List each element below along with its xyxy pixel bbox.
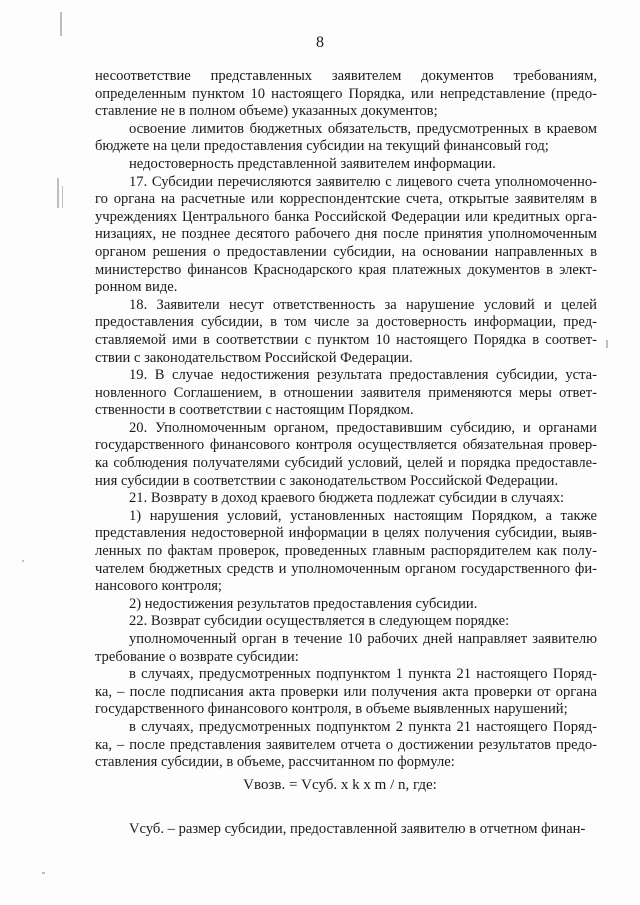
document-body [95, 68, 597, 772]
paragraph: 21. Возврату в доход краевого бюджета подлежат субсидии в случаях: [129, 490, 565, 507]
scan-artifact [57, 178, 59, 208]
scan-artifact [60, 12, 62, 36]
paragraph: 17. Субсидии перечисляются заявителю с лицевого счета уполномоченно-го органа на расчетные или корреспондентские счета, открытые заявителям в учреждениях Центрального банка Российской Федерации или кредитных орга-низациях, не позднее десятого рабочего дня после принятия уполномоченным органом решения о предоставлении субсидии, на основании направленных в министерство финансов Краснодарского края платежных документов в элект-ронном виде. [95, 173, 597, 296]
paragraph: 19. В случае недостижения результата предоставления субсидии, уста-новленного Соглашением, в отношении заявителя применяются меры ответ-ственности в соответствии с настоящим Порядком. [95, 367, 597, 419]
scan-artifact [22, 560, 24, 562]
paragraph: в случаях, предусмотренных подпунктом 2 пункта 21 настоящего Поряд-ка, – после представления заявителем отчета о достижении результатов предо-ставления субсидии, в объеме, рассчитанном по формуле: [95, 718, 597, 771]
scan-artifact [606, 340, 608, 348]
paragraph: несоответствие представленных заявителем документов требованиям, определенным пунктом 10 настоящего Порядка, или непредставление (предо-ставление не в полном объеме) указанных документов; [95, 68, 597, 120]
scan-artifact [42, 872, 45, 874]
paragraph: освоение лимитов бюджетных обязательств, предусмотренных в краевом бюджете на цели предоставления субсидии на текущий финансовый год; [95, 120, 597, 155]
page-number: 8 [316, 34, 324, 51]
paragraph: уполномоченный орган в течение 10 рабочих дней направляет заявителю требование о возврате субсидии: [95, 631, 597, 665]
paragraph: недостоверность представленной заявителем информации. [129, 155, 496, 172]
paragraph-continued: Vсуб. – размер субсидии, предоставленной заявителю в отчетном финан- [129, 821, 586, 837]
scan-artifact [62, 186, 63, 208]
paragraph: 18. Заявители несут ответственность за нарушение условий и целей предоставления субсидии, в том числе за достоверность информации, пред-ставляемой ими в соответствии с пунктом 10 настоящего Порядка в соответ-ствии с законодательством Российской Федерации. [95, 296, 597, 366]
paragraph: в случаях, предусмотренных подпунктом 1 пункта 21 настоящего Поряд-ка, – после подписания акта проверки или получения акта проверки от органа государственного финансового контроля, в объеме выявленных нарушений; [95, 666, 597, 718]
paragraph: 1) нарушения условий, установленных настоящим Порядком, а также представления недостоверной информации в целях получения субсидии, выяв-ленных по фактам проверок, проведенных главным распорядителем как полу-чателем бюджетных средств и уполномоченным органом государственного фи-нансового контроля; [95, 507, 597, 595]
formula: Vвозв. = Vсуб. х k х m / n, где: [243, 777, 437, 793]
paragraph: 20. Уполномоченным органом, предоставившим субсидию, и органами государственного финансового контроля осуществляется обязательная провер-ка соблюдения получателями субсидий условий, целей и порядка предоставле-ния субсидии в соответствии с законодательством Российской Федерации. [95, 419, 597, 489]
paragraph: 22. Возврат субсидии осуществляется в следующем порядке: [129, 613, 510, 630]
paragraph: 2) недостижения результатов предоставления субсидии. [129, 595, 478, 612]
